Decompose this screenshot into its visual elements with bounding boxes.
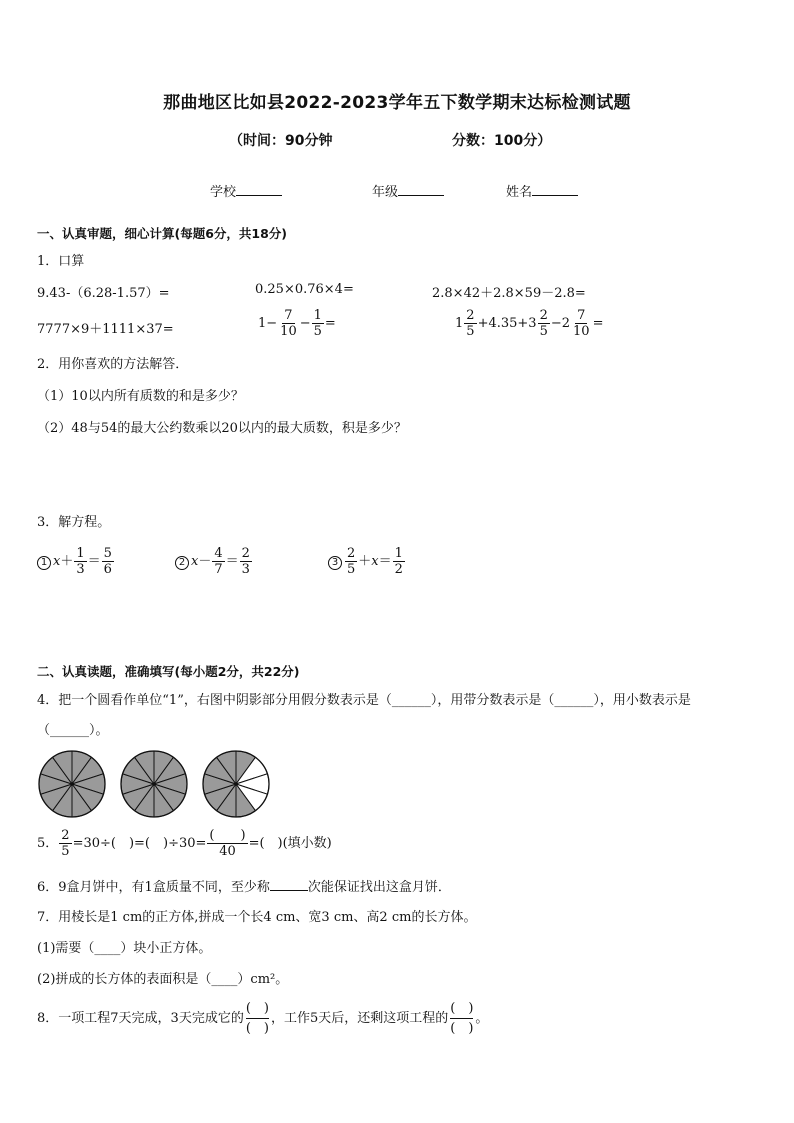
- section-2-heading: 二、认真读题，准确填写(每小题2分，共22分): [37, 664, 300, 679]
- e5-prefix: 1−: [258, 316, 278, 331]
- eq1-frac-2: [102, 546, 114, 577]
- eq2-f1-den: 7: [214, 562, 223, 577]
- q8-frac-1[interactable]: [246, 999, 269, 1038]
- e6-frac-1-num: 2: [466, 308, 475, 323]
- eq3-f2-den: 2: [394, 562, 403, 577]
- q4-line-2: （______）。: [37, 723, 109, 738]
- e5-frac-2-den: 5: [313, 324, 322, 339]
- q8-f2-den[interactable]: ( ): [450, 1021, 474, 1036]
- eq3-f1-num: 2: [347, 546, 356, 561]
- e5-frac-1-num: 7: [284, 308, 293, 323]
- q8-line: [37, 999, 488, 1038]
- q5-f1-den: 5: [61, 844, 70, 859]
- e5-frac-1: [278, 308, 299, 339]
- q6-post: 次能保证找出这盒月饼．: [307, 880, 451, 895]
- e6-frac-2: [538, 308, 550, 339]
- eq1-op: ＋: [60, 554, 74, 569]
- q5-frac-2[interactable]: [207, 828, 247, 859]
- e6-frac-3-den: 10: [573, 324, 590, 339]
- eq3-frac-1: [345, 546, 357, 577]
- circle-2: [121, 751, 187, 817]
- q8-f1-num[interactable]: ( ): [246, 999, 269, 1019]
- e6-frac-2-den: 5: [539, 324, 548, 339]
- q8-f1-den[interactable]: ( ): [245, 1021, 269, 1036]
- marker-1: 1: [37, 556, 51, 570]
- grade-label: 年级: [372, 185, 399, 200]
- eq1-f2-den: 6: [103, 562, 112, 577]
- eq3-x: x: [371, 554, 379, 569]
- eq1-eq: ＝: [87, 554, 101, 569]
- q5-line: [37, 828, 332, 859]
- eq1-f1-num: 1: [76, 546, 85, 561]
- school-blank[interactable]: [236, 183, 282, 196]
- marker-2: 2: [175, 556, 189, 570]
- q1-expr-1: 9.43-（6.28-1.57）=: [37, 286, 170, 301]
- q5-f1-num: 2: [61, 828, 70, 843]
- eq2-f2-num: 2: [241, 546, 250, 561]
- eq2-frac-2: [240, 546, 252, 577]
- eq3-eq: ＝: [378, 554, 392, 569]
- eq1-x: x: [53, 554, 61, 569]
- q8-pre: 8．一项工程7天完成，3天完成它的: [37, 1011, 244, 1026]
- e5-frac-2: [312, 308, 324, 339]
- fraction-circles-figure: [36, 746, 276, 822]
- eq3-op: ＋: [358, 554, 372, 569]
- circle-3: [203, 751, 269, 817]
- q1-expr-2: 0.25×0.76×4=: [255, 282, 354, 297]
- eq3-f2-num: 1: [394, 546, 403, 561]
- q5-f2-den: 40: [219, 844, 236, 859]
- eq3-frac-2: [393, 546, 405, 577]
- q6-answer-blank[interactable]: [270, 879, 308, 891]
- eq2-frac-1: [212, 546, 224, 577]
- q5-frac-1: [59, 828, 71, 859]
- eq2-x: x: [191, 554, 199, 569]
- q3-label: 3．解方程。: [37, 515, 111, 530]
- q3-equation-2: [175, 546, 253, 577]
- exam-score: 分数：100分）: [452, 133, 552, 149]
- circle-1: [39, 751, 105, 817]
- grade-blank[interactable]: [398, 183, 444, 196]
- e5-minus: −: [299, 316, 311, 331]
- q1-expr-6: [455, 308, 603, 339]
- eq2-f1-num: 4: [214, 546, 223, 561]
- q5-label: 5．: [37, 836, 59, 851]
- e6-frac-3-num: 7: [577, 308, 586, 323]
- q8-end: 。: [475, 1011, 489, 1026]
- e6-frac-3: [571, 308, 592, 339]
- q8-f2-num[interactable]: ( ): [450, 999, 473, 1019]
- q4-line-1: 4．把一个圆看作单位“1”，右图中阴影部分用假分数表示是（______），用带分数表示是（______），用小数表示是: [37, 693, 691, 708]
- q3-equation-1: [37, 546, 115, 577]
- marker-3: 3: [328, 556, 342, 570]
- q5-text-2: =( )(填小数): [248, 836, 332, 851]
- e5-frac-2-num: 1: [313, 308, 322, 323]
- name-field[interactable]: [506, 181, 578, 200]
- e6-mid-2: −2: [550, 316, 571, 331]
- school-field[interactable]: [210, 181, 282, 200]
- school-label: 学校: [210, 185, 237, 200]
- q2-label: 2．用你喜欢的方法解答．: [37, 357, 189, 372]
- eq1-frac-1: [74, 546, 86, 577]
- e6-frac-2-num: 2: [539, 308, 548, 323]
- q5-text-1: =30÷( )=( )÷30=: [72, 836, 207, 851]
- q1-expr-3: 2.8×42＋2.8×59－2.8=: [432, 286, 586, 301]
- e6-mid-1: +4.35+3: [477, 316, 537, 331]
- q7-label: 7．用棱长是1 cm的正方体,拼成一个长4 cm、宽3 cm、高2 cm的长方体。: [37, 910, 477, 925]
- q1-expr-4: 7777×9＋1111×37=: [37, 322, 174, 337]
- name-blank[interactable]: [532, 183, 578, 196]
- q1-label: 1．口算: [37, 254, 85, 269]
- eq1-f1-den: 3: [76, 562, 85, 577]
- e6-equals: =: [592, 316, 604, 331]
- q6-pre: 6．9盒月饼中，有1盒质量不同，至少称: [37, 880, 270, 895]
- e6-frac-1-den: 5: [466, 324, 475, 339]
- e5-frac-1-den: 10: [280, 324, 297, 339]
- page-title: 那曲地区比如县2022-2023学年五下数学期末达标检测试题: [163, 93, 631, 113]
- e6-whole-1: 1: [455, 316, 464, 331]
- name-label: 姓名: [506, 185, 533, 200]
- q8-frac-2[interactable]: [450, 999, 473, 1038]
- q7-part-1: (1)需要（____）块小正方体。: [37, 941, 212, 956]
- eq2-f2-den: 3: [241, 562, 250, 577]
- q6-line: [37, 876, 451, 895]
- grade-field[interactable]: [372, 181, 444, 200]
- q5-f2-num[interactable]: ( ): [209, 828, 246, 843]
- e5-equals: =: [324, 316, 336, 331]
- e6-frac-1: [464, 308, 476, 339]
- q3-equation-3: [328, 546, 406, 577]
- q2-part-2: （2）48与54的最大公约数乘以20以内的最大质数，积是多少？: [37, 421, 407, 436]
- eq1-f2-num: 5: [103, 546, 112, 561]
- exam-time: （时间：90分钟: [229, 133, 333, 149]
- eq2-eq: ＝: [225, 554, 239, 569]
- section-1-heading: 一、认真审题，细心计算(每题6分，共18分): [37, 226, 288, 241]
- q2-part-1: （1）10以内所有质数的和是多少？: [37, 389, 244, 404]
- eq3-f1-den: 5: [347, 562, 356, 577]
- eq2-op: －: [198, 554, 212, 569]
- q7-part-2: (2)拼成的长方体的表面积是（____）cm²。: [37, 972, 289, 987]
- q1-expr-5: [258, 308, 336, 339]
- q8-mid: ，工作5天后，还剩这项工程的: [270, 1011, 449, 1026]
